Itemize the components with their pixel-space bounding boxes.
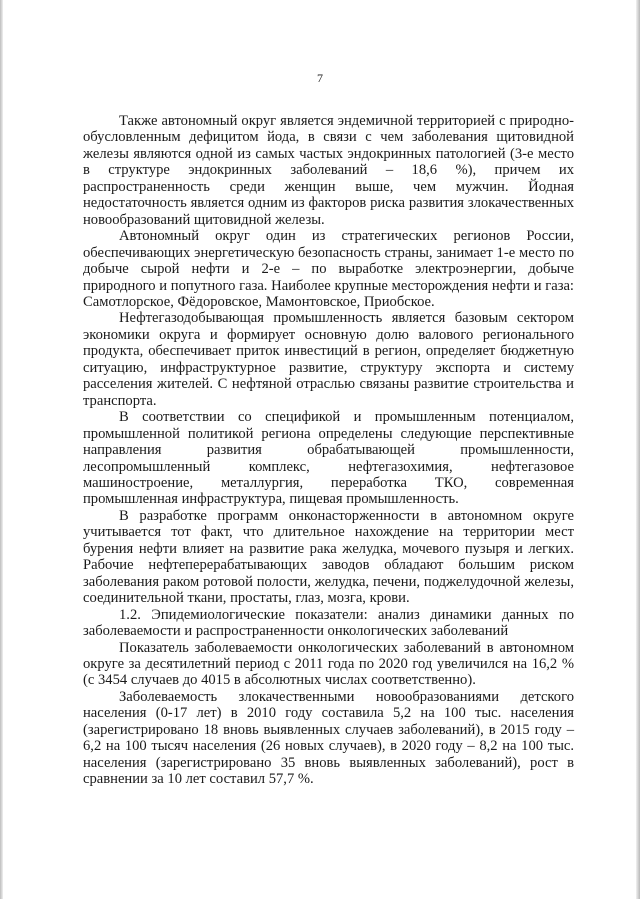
scan-left-edge	[0, 0, 3, 899]
paragraph-oil-gas-industry: Нефтегазодобывающая промышленность является базовым сектором экономики округа и формирует основную долю валового регионального продукта, обеспечивает приток инвестиций в регион, определяет бюджетную ситуацию, инфраструктурное развитие, структуру экспорта и систему расселения жителей. С нефтяной отраслью связаны развитие строительства и транспорта.	[83, 310, 574, 409]
document-body	[83, 113, 574, 788]
paragraph-industrial-policy: В соответствии со спецификой и промышленным потенциалом, промышленной политикой региона определены следующие перспективные направления развития обрабатывающей промышленности, лесопромышленный комплекс, нефтегазохимия, нефтегазовое машиностроение, металлургия, переработка ТКО, современная промышленная инфраструктура, пищевая промышленность.	[83, 409, 574, 508]
page-number: 7	[317, 71, 323, 85]
paragraph-child-incidence: Заболеваемость злокачественными новообразованиями детского населения (0-17 лет) в 2010 году составила 5,2 на 100 тыс. населения (зарегистрировано 18 вновь выявленных случаев заболеваний), в 2015 году – 6,2 на 100 тысяч населения (26 новых случаев), в 2020 году – 8,2 на 100 тыс. населения (зарегистрировано 35 вновь выявленных заболеваний), рост в сравнении за 10 лет составил 57,7 %.	[83, 688, 574, 788]
paragraph-energy-region: Автономный округ один из стратегических регионов России, обеспечивающих энергетическую безопасность страны, занимает 1-е место по добыче сырой нефти и 2-е – по выработке электроэнергии, добыче природного и попутного газа. Наиболее крупные месторождения нефти и газа: Самотлорское, Фёдоровское, Мамонтовское, Приобское.	[83, 228, 574, 310]
paragraph-oncology-programs: В разработке программ онконасторженности в автономном округе учитывается тот факт, что длительное нахождение на территории мест бурения нефти влияет на развитие рака желудка, мочевого пузыря и легких. Рабочие нефтеперерабатывающих заводов обладают большим риском заболевания раком ротовой полости, желудка, печени, поджелудочной железы, соединительной ткани, простаты, глаз, мозга, крови.	[83, 507, 574, 607]
section-heading-1-2: 1.2. Эпидемиологические показатели: анализ динамики данных по заболеваемости и распространенности онкологических заболеваний	[83, 606, 574, 640]
paragraph-iodine-deficiency: Также автономный округ является эндемичной территорией с природно-обусловленным дефицитом йода, в связи с чем заболевания щитовидной железы являются одной из самых частых эндокринных патологией (3-е место в структуре эндокринных заболеваний – 18,6 %), причем их распространенность среди женщин выше, чем мужчин. Йодная недостаточность является одним из факторов риска развития злокачественных новообразований щитовидной железы.	[83, 113, 574, 228]
paragraph-incidence-rate: Показатель заболеваемости онкологических заболеваний в автономном округе за десятилетний период с 2011 года по 2020 год увеличился на 16,2 % (с 3454 случаев до 4015 в абсолютных числах соответственно).	[83, 639, 574, 689]
scan-right-edge	[636, 0, 640, 899]
